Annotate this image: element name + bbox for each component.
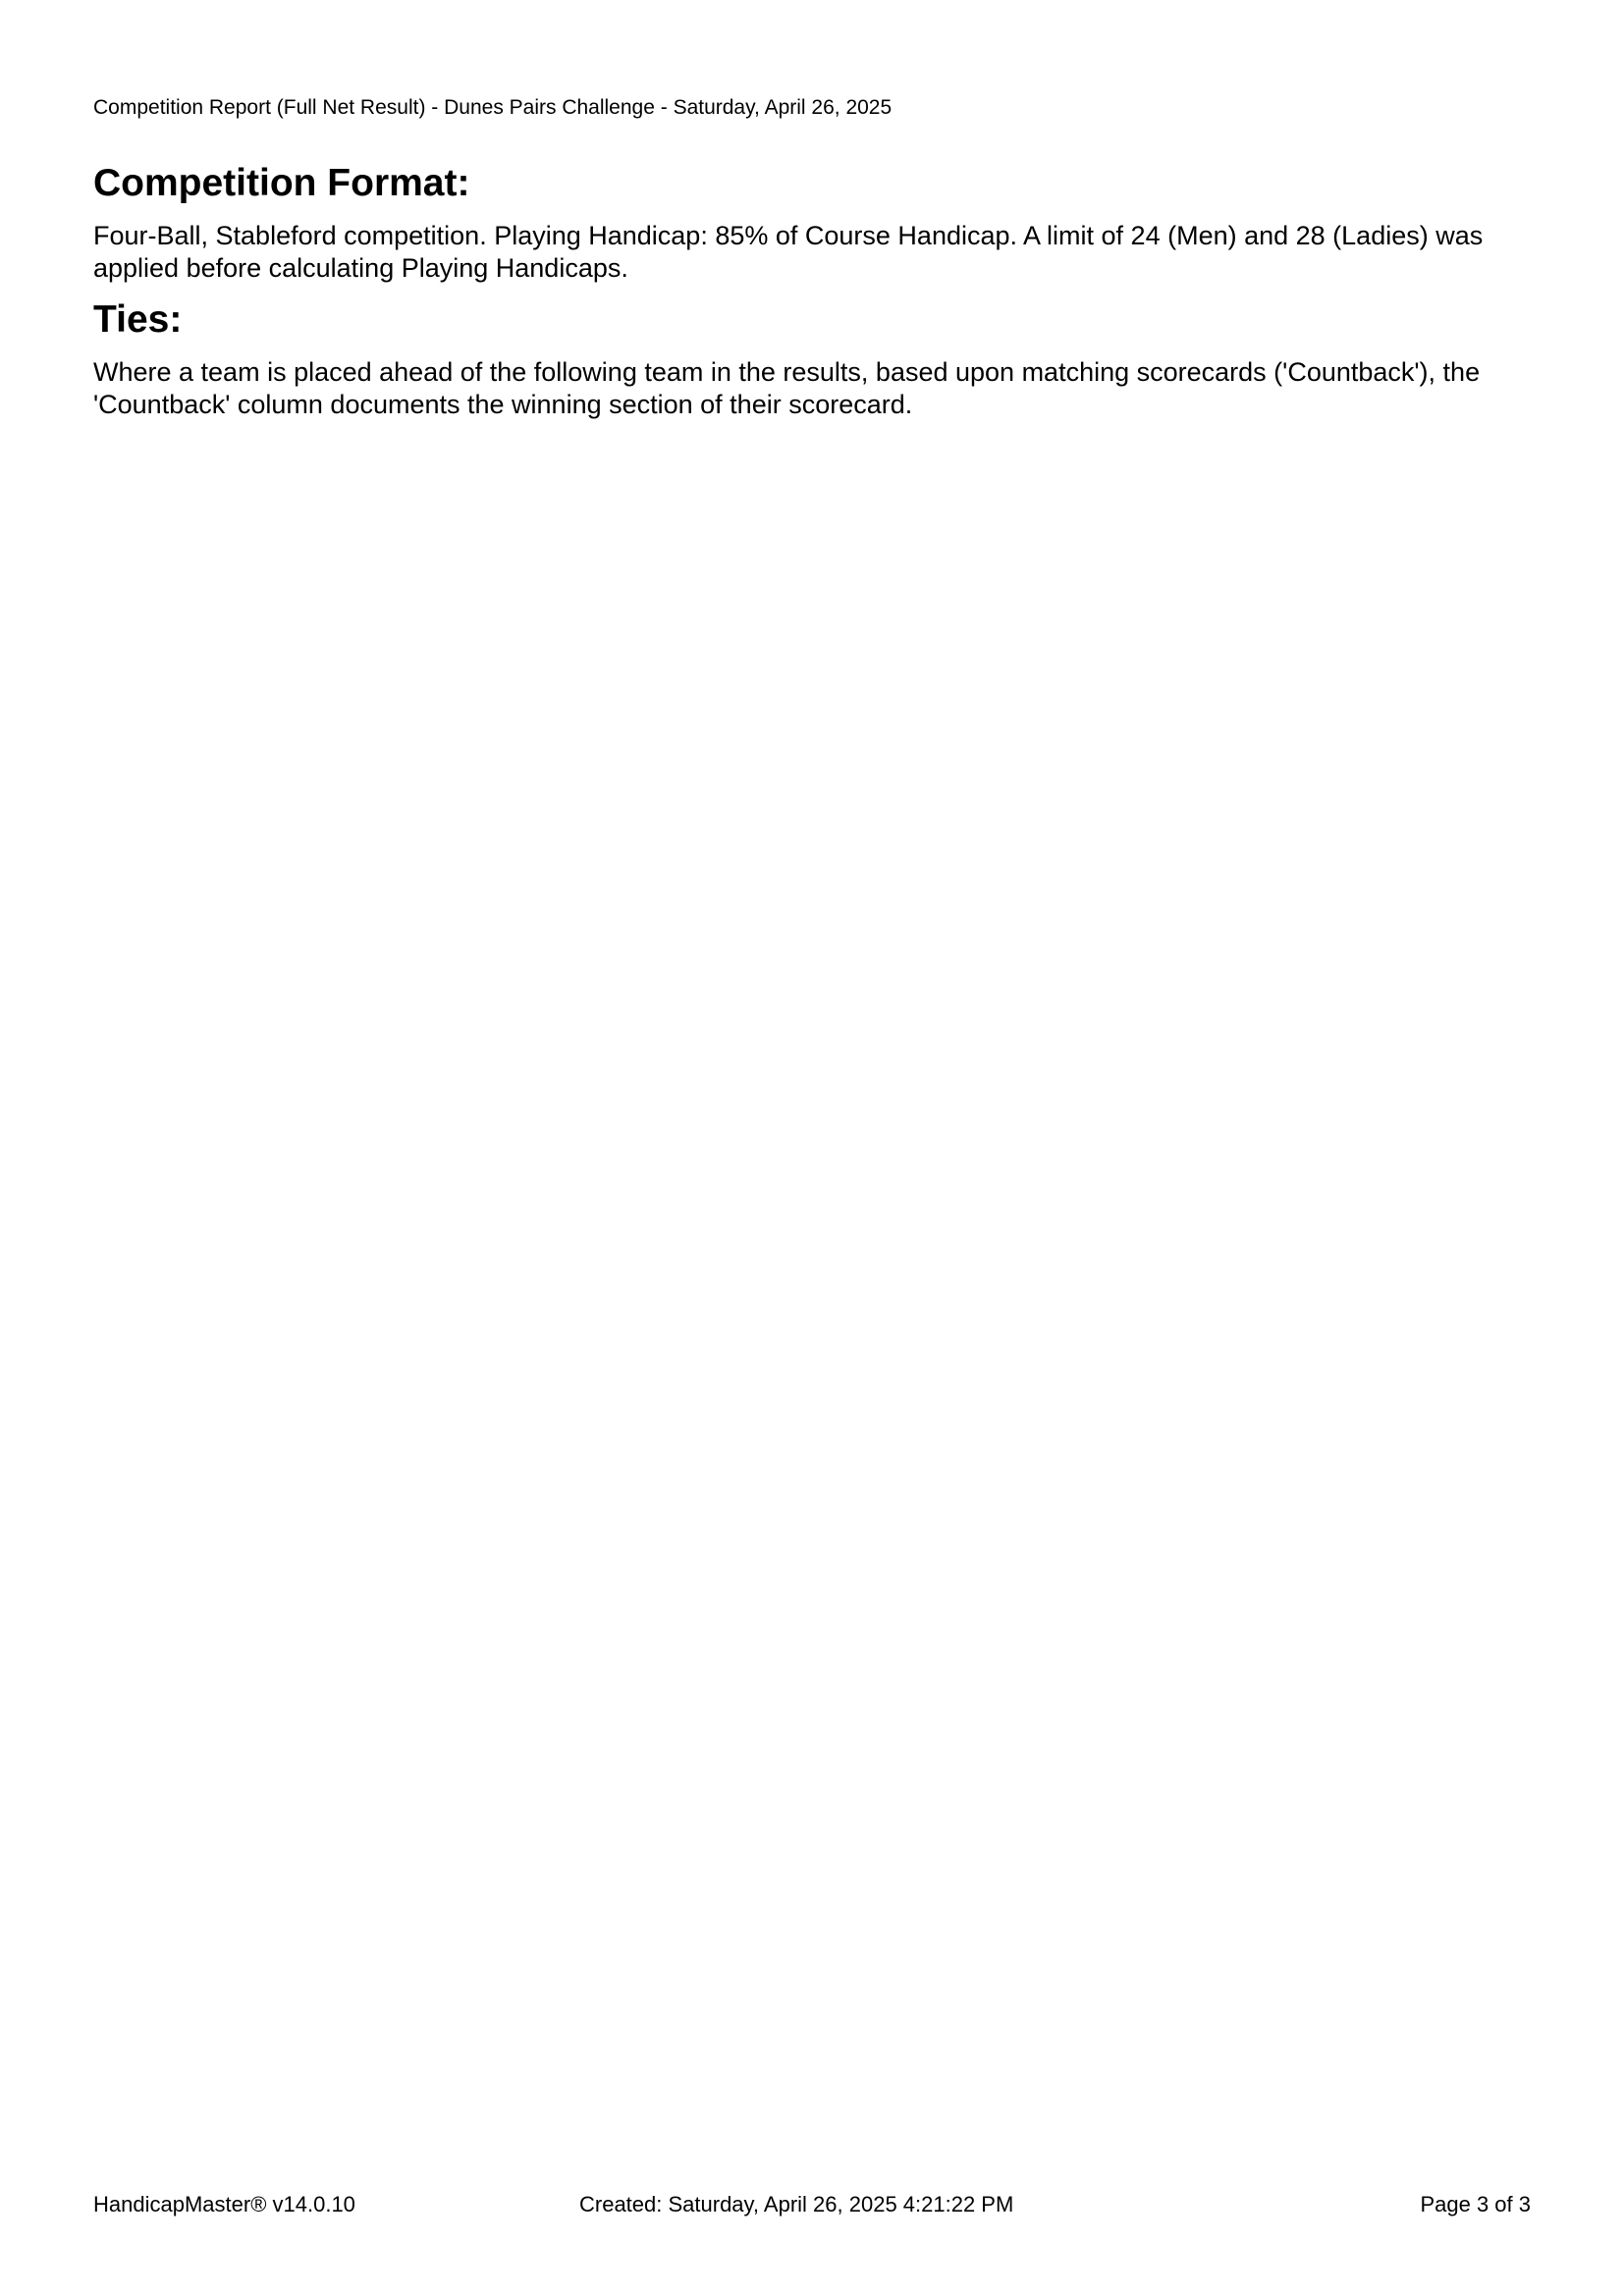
ties-text: Where a team is placed ahead of the following team in the results, based upon matching scorecards ('Countback'), the 'Countback' column documents the winning section of their scorecard. — [93, 356, 1481, 419]
competition-format-heading: Competition Format: — [93, 162, 470, 204]
ties-heading: Ties: — [93, 297, 183, 341]
report-content — [93, 162, 1537, 435]
report-header: Competition Report (Full Net Result) - Dunes Pairs Challenge - Saturday, April 26, 2025 — [93, 96, 893, 119]
footer-created-timestamp: Created: Saturday, April 26, 2025 4:21:22 PM — [579, 2192, 1014, 2216]
footer-software-version: HandicapMaster® v14.0.10 — [93, 2192, 355, 2216]
footer-page-number: Page 3 of 3 — [1420, 2192, 1531, 2216]
competition-format-text: Four-Ball, Stableford competition. Playing Handicap: 85% of Course Handicap. A limit of 24 (Men) and 28 (Ladies) was applied before calculating Playing Handicaps. — [93, 220, 1484, 283]
